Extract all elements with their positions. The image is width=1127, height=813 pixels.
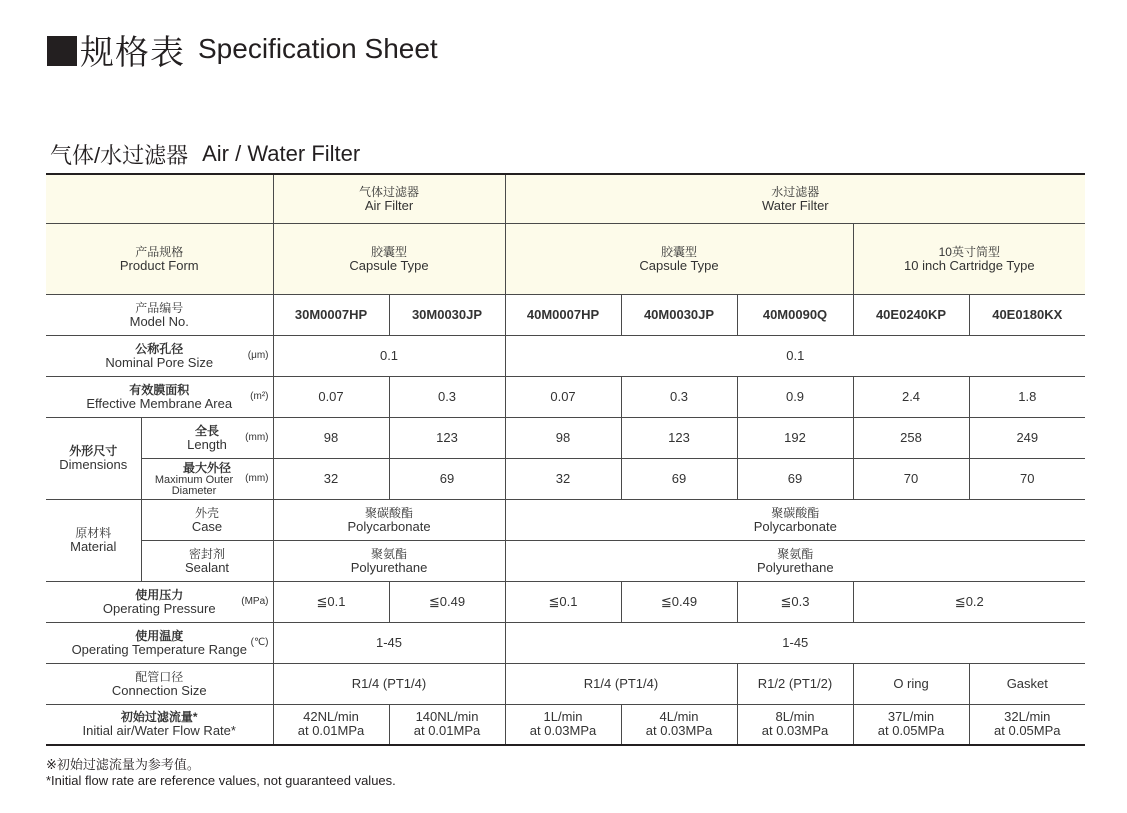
- flow-condition: at 0.03MPa: [529, 723, 597, 739]
- flow-value: 140NL/min: [415, 709, 479, 725]
- length-en: Length: [187, 436, 227, 452]
- material-zh: 原材料: [75, 526, 112, 540]
- value-cell: 98: [505, 417, 621, 458]
- sealant-label: [141, 540, 273, 581]
- case-air-zh: 聚碳酸酯: [365, 505, 414, 520]
- diameter-en: Maximum Outer Diameter: [154, 473, 234, 497]
- value-cell: 0.3: [389, 376, 505, 417]
- water-filter-header: [505, 174, 1085, 223]
- cartridge-type-en: 10 inch Cartridge Type: [904, 257, 1035, 273]
- value-cell: 0.07: [273, 376, 389, 417]
- capsule-type-zh: 胶囊型: [661, 244, 698, 259]
- product-form-zh: 产品规格: [135, 244, 184, 259]
- value-cell: 69: [621, 458, 737, 499]
- table-row-diameter: [46, 458, 1085, 499]
- value-cell: ≦0.49: [389, 581, 505, 622]
- unit-label: (μm): [247, 349, 269, 361]
- table-row-model-no: [46, 294, 1085, 335]
- model-cell: 40E0180KX: [969, 294, 1085, 335]
- pressure-en: Operating Pressure: [102, 600, 216, 616]
- value-cell: 123: [621, 417, 737, 458]
- section-title-zh: 气体/水过滤器: [50, 142, 189, 168]
- pore-size-en: Nominal Pore Size: [105, 354, 214, 370]
- value-cell: [273, 540, 505, 581]
- table-row-flow-rate: [46, 704, 1085, 745]
- table-row-product-form: [46, 223, 1085, 294]
- value-cell: 0.1: [273, 335, 505, 376]
- material-label: [46, 499, 141, 581]
- value-cell: 1-45: [505, 622, 1085, 663]
- length-label: [141, 417, 273, 458]
- value-cell: 32: [273, 458, 389, 499]
- flow-condition: at 0.01MPa: [297, 723, 365, 739]
- case-air-en: Polycarbonate: [347, 518, 431, 534]
- connection-en: Connection Size: [111, 682, 207, 698]
- unit-label: (℃): [250, 636, 269, 648]
- model-cell: 40M0007HP: [505, 294, 621, 335]
- value-cell: ≦0.1: [273, 581, 389, 622]
- diameter-label: [141, 458, 273, 499]
- flow-value: 4L/min: [659, 709, 699, 725]
- length-zh: 全長: [194, 423, 219, 438]
- table-row-sealant: [46, 540, 1085, 581]
- unit-label: (MPa): [241, 595, 269, 607]
- model-no-label: [46, 294, 273, 335]
- value-cell: O ring: [853, 663, 969, 704]
- value-cell: 249: [969, 417, 1085, 458]
- value-cell: 0.3: [621, 376, 737, 417]
- unit-label: (mm): [245, 431, 269, 443]
- pressure-zh: 使用压力: [135, 587, 184, 602]
- table-row-temperature: [46, 622, 1085, 663]
- value-cell: 192: [737, 417, 853, 458]
- model-cell: 40E0240KP: [853, 294, 969, 335]
- table-row-pressure: [46, 581, 1085, 622]
- footnote-zh: ※初始过滤流量为参考值。: [46, 757, 200, 772]
- table-row-connection: [46, 663, 1085, 704]
- flow-value: 42NL/min: [303, 709, 359, 725]
- value-cell: 0.07: [505, 376, 621, 417]
- unit-label: (mm): [245, 472, 269, 484]
- material-en: Material: [70, 539, 117, 554]
- value-cell: 1.8: [969, 376, 1085, 417]
- model-no-en: Model No.: [129, 313, 189, 329]
- capsule-type-zh: 胶囊型: [371, 244, 408, 259]
- flow-condition: at 0.03MPa: [761, 723, 829, 739]
- square-bullet-icon: [47, 36, 77, 66]
- membrane-area-en: Effective Membrane Area: [86, 395, 233, 411]
- product-form-en: Product Form: [119, 257, 199, 273]
- value-cell: 70: [969, 458, 1085, 499]
- value-cell: 70: [853, 458, 969, 499]
- case-en: Case: [191, 518, 223, 534]
- value-cell: 0.9: [737, 376, 853, 417]
- table-row-membrane-area: [46, 376, 1085, 417]
- value-cell: 258: [853, 417, 969, 458]
- sealant-air-zh: 聚氨酯: [371, 546, 408, 561]
- value-cell: [621, 704, 737, 745]
- pore-size-label: [46, 335, 273, 376]
- pore-size-zh: 公称孔径: [135, 341, 184, 356]
- model-cell: 30M0007HP: [273, 294, 389, 335]
- sealant-air-en: Polyurethane: [350, 559, 428, 575]
- value-cell: ≦0.3: [737, 581, 853, 622]
- case-zh: 外壳: [194, 505, 219, 520]
- table-row-length: [46, 417, 1085, 458]
- flow-condition: at 0.05MPa: [994, 723, 1061, 739]
- footnotes: [46, 757, 396, 789]
- temperature-zh: 使用温度: [135, 628, 184, 643]
- value-cell: 123: [389, 417, 505, 458]
- dimensions-en: Dimensions: [59, 457, 128, 472]
- case-water-en: Polycarbonate: [753, 518, 837, 534]
- sealant-en: Sealant: [184, 559, 230, 575]
- value-cell: [505, 540, 1085, 581]
- unit-label: (m²): [250, 390, 269, 402]
- table-row-pore-size: [46, 335, 1085, 376]
- value-cell: [505, 499, 1085, 540]
- value-cell: ≦0.1: [505, 581, 621, 622]
- page-title-zh: 规格表: [80, 33, 185, 72]
- value-cell: [273, 499, 505, 540]
- page-title-en: Specification Sheet: [198, 33, 438, 64]
- section-title-en: Air / Water Filter: [202, 141, 361, 166]
- model-no-zh: 产品编号: [135, 300, 184, 315]
- value-cell: R1/4 (PT1/4): [505, 663, 737, 704]
- specification-table: [46, 173, 1085, 746]
- sealant-zh: 密封剂: [188, 546, 225, 561]
- capsule-type-en: Capsule Type: [639, 257, 719, 273]
- water-filter-zh: 水过滤器: [771, 184, 820, 199]
- value-cell: R1/2 (PT1/2): [737, 663, 853, 704]
- pressure-label: [46, 581, 273, 622]
- flow-value: 1L/min: [543, 709, 583, 725]
- flow-condition: at 0.05MPa: [877, 723, 945, 739]
- case-water-zh: 聚碳酸酯: [771, 505, 820, 520]
- footnote-en: *Initial flow rate are reference values, not guaranteed values.: [46, 773, 396, 788]
- value-cell: 2.4: [853, 376, 969, 417]
- membrane-area-zh: 有效膜面积: [129, 382, 190, 397]
- flow-rate-zh: 初始过滤流量*: [120, 710, 198, 725]
- dimensions-zh: 外形尺寸: [69, 444, 118, 458]
- value-cell: [853, 704, 969, 745]
- temperature-en: Operating Temperature Range: [71, 641, 247, 657]
- value-cell: ≦0.2: [853, 581, 1085, 622]
- sealant-water-en: Polyurethane: [756, 559, 834, 575]
- product-form-label: [46, 223, 273, 294]
- value-cell: [273, 704, 389, 745]
- dimensions-label: [46, 417, 141, 499]
- value-cell: 98: [273, 417, 389, 458]
- corner-cell: [46, 174, 273, 223]
- flow-rate-label: [46, 704, 273, 745]
- connection-label: [46, 663, 273, 704]
- case-label: [141, 499, 273, 540]
- value-cell: R1/4 (PT1/4): [273, 663, 505, 704]
- cartridge-type-zh: 10英寸筒型: [938, 244, 1000, 259]
- page-title: [47, 26, 438, 72]
- value-cell: [737, 704, 853, 745]
- capsule-type-en: Capsule Type: [349, 257, 429, 273]
- model-cell: 40M0090Q: [737, 294, 853, 335]
- diameter-zh: 最大外径: [182, 460, 231, 475]
- water-capsule-type: [505, 223, 853, 294]
- connection-zh: 配管口径: [135, 669, 184, 684]
- air-filter-zh: 气体过滤器: [359, 184, 420, 199]
- table-row-filter-category: [46, 174, 1085, 223]
- value-cell: 1-45: [273, 622, 505, 663]
- flow-condition: at 0.03MPa: [645, 723, 713, 739]
- flow-value: 37L/min: [887, 709, 935, 725]
- air-filter-en: Air Filter: [364, 197, 414, 213]
- value-cell: [969, 704, 1085, 745]
- value-cell: Gasket: [969, 663, 1085, 704]
- section-title: [50, 140, 360, 168]
- value-cell: 32: [505, 458, 621, 499]
- value-cell: [389, 704, 505, 745]
- temperature-label: [46, 622, 273, 663]
- value-cell: 0.1: [505, 335, 1085, 376]
- value-cell: [505, 704, 621, 745]
- value-cell: 69: [737, 458, 853, 499]
- air-capsule-type: [273, 223, 505, 294]
- flow-condition: at 0.01MPa: [413, 723, 481, 739]
- model-cell: 30M0030JP: [389, 294, 505, 335]
- value-cell: 69: [389, 458, 505, 499]
- flow-value: 32L/min: [1004, 709, 1051, 725]
- flow-rate-en: Initial air/Water Flow Rate*: [82, 723, 236, 739]
- water-filter-en: Water Filter: [761, 197, 829, 213]
- value-cell: ≦0.49: [621, 581, 737, 622]
- air-filter-header: [273, 174, 505, 223]
- sealant-water-zh: 聚氨酯: [777, 546, 814, 561]
- cartridge-type: [853, 223, 1085, 294]
- table-row-case: [46, 499, 1085, 540]
- model-cell: 40M0030JP: [621, 294, 737, 335]
- flow-value: 8L/min: [775, 709, 815, 725]
- membrane-area-label: [46, 376, 273, 417]
